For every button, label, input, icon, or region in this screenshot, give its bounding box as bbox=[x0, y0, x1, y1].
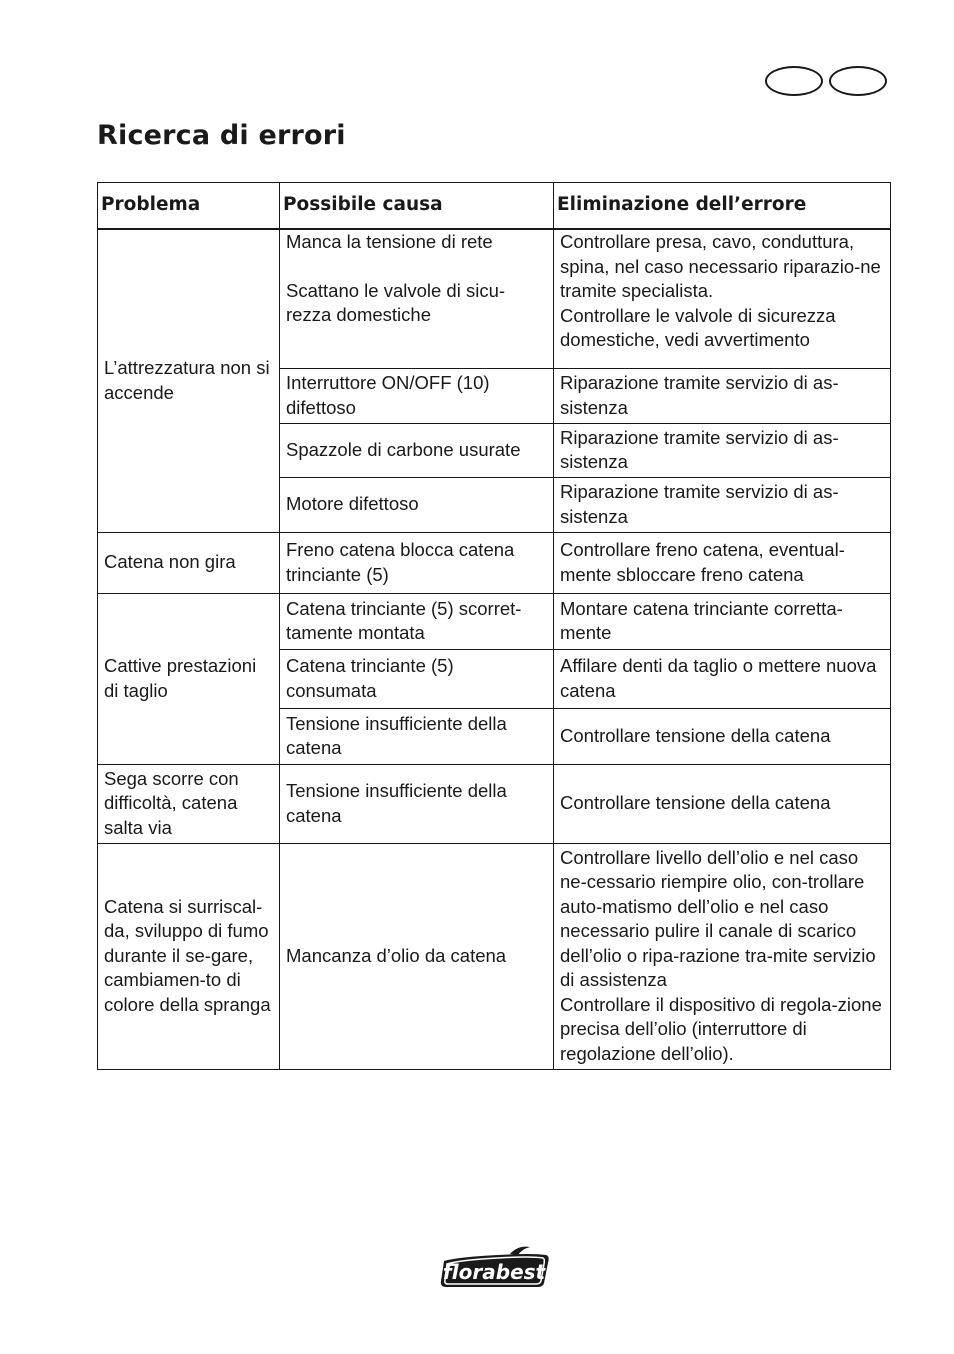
table-row bbox=[98, 764, 891, 843]
cause-cell: Motore difettoso bbox=[280, 477, 554, 532]
cause-cell: Freno catena blocca catena trinciante (5) bbox=[280, 532, 554, 593]
cause-cell: Catena trinciante (5) consumata bbox=[280, 649, 554, 708]
problem-cell: Cattive prestazioni di taglio bbox=[98, 593, 280, 764]
cause-cell: Tensione insufficiente della catena bbox=[280, 708, 554, 764]
fix-cell: Riparazione tramite servizio di as-sistenza bbox=[554, 368, 891, 423]
cause-cell bbox=[280, 229, 554, 368]
fix-cell: Controllare tensione della catena bbox=[554, 764, 891, 843]
cause-cell: Interruttore ON/OFF (10) difettoso bbox=[280, 368, 554, 423]
fix-text: Controllare presa, cavo, conduttura, spina, nel caso necessario riparazio-ne tramite specialista. bbox=[560, 231, 881, 301]
cause-cell: Mancanza d’olio da catena bbox=[280, 843, 554, 1069]
problem-cell: Catena si surriscal-da, sviluppo di fumo durante il se-gare, cambiamen-to di colore della spranga bbox=[98, 843, 280, 1069]
fix-cell: Montare catena trinciante corretta-mente bbox=[554, 593, 891, 649]
table-row bbox=[98, 843, 891, 1069]
page-title: Ricerca di errori bbox=[97, 120, 346, 151]
table-row bbox=[98, 532, 891, 593]
fix-cell bbox=[554, 229, 891, 368]
fix-cell: Controllare freno catena, eventual-mente sbloccare freno catena bbox=[554, 532, 891, 593]
fix-cell: Affilare denti da taglio o mettere nuova catena bbox=[554, 649, 891, 708]
fix-text: Controllare il dispositivo di regola-zione precisa dell’olio (interruttore di regolazione dell’olio). bbox=[560, 993, 882, 1064]
table-row bbox=[98, 229, 891, 368]
cause-text: Scattano le valvole di sicu-rezza domestiche bbox=[286, 279, 506, 325]
cause-cell: Catena trinciante (5) scorret-tamente montata bbox=[280, 593, 554, 649]
language-oval-left bbox=[765, 66, 823, 96]
cause-cell: Spazzole di carbone usurate bbox=[280, 423, 554, 477]
problem-cell: Sega scorre con difficoltà, catena salta via bbox=[98, 764, 280, 843]
problem-cell: L’attrezzatura non si accende bbox=[98, 229, 280, 532]
language-badge-placeholder bbox=[765, 66, 891, 100]
table-row bbox=[98, 593, 891, 649]
florabest-logo-graphic bbox=[438, 1243, 552, 1291]
header-fix: Eliminazione dell’errore bbox=[554, 183, 891, 230]
florabest-logo bbox=[438, 1243, 552, 1291]
fix-text: Controllare le valvole di sicurezza domestiche, vedi avvertimento bbox=[560, 304, 836, 350]
fix-cell: Riparazione tramite servizio di as-sistenza bbox=[554, 423, 891, 477]
fix-cell: Riparazione tramite servizio di as-sistenza bbox=[554, 477, 891, 532]
header-problem: Problema bbox=[98, 183, 280, 230]
cause-cell: Tensione insufficiente della catena bbox=[280, 764, 554, 843]
language-oval-right bbox=[829, 66, 887, 96]
troubleshooting-table bbox=[97, 182, 891, 1070]
logo-text: florabest bbox=[442, 1260, 546, 1284]
table-header-row bbox=[98, 183, 891, 230]
problem-cell: Catena non gira bbox=[98, 532, 280, 593]
fix-cell bbox=[554, 843, 891, 1069]
fix-cell: Controllare tensione della catena bbox=[554, 708, 891, 764]
cause-text: Manca la tensione di rete bbox=[286, 231, 493, 252]
fix-text: Controllare livello dell’olio e nel caso ne-cessario riempire olio, con-trollare auto-matismo dell’olio e nel caso necessario pulire il canale di scarico dell’olio o ripa-razione tra-mite servizio di assistenza bbox=[560, 846, 876, 991]
header-cause: Possibile causa bbox=[280, 183, 554, 230]
